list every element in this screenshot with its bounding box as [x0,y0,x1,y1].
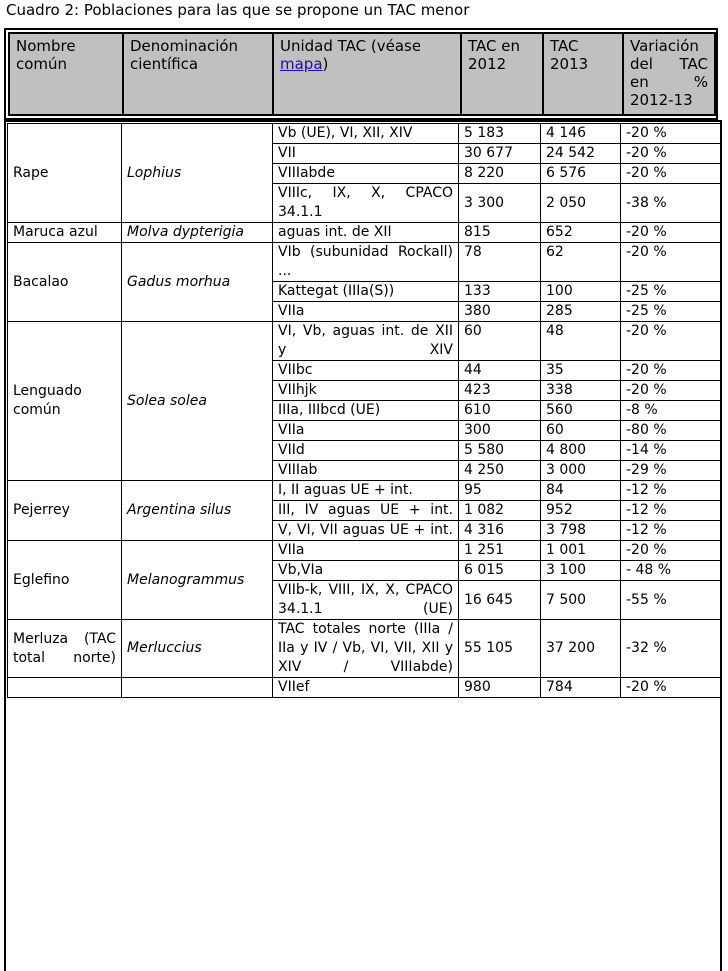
cell-scientific-name: Gadus morhua [122,243,273,322]
cell-tac-2012: 44 [459,361,541,381]
cell-tac-unit: VIIhjk [273,381,459,401]
cell-variation: -14 % [621,441,723,461]
cell-tac-2013: 6 576 [541,164,621,184]
cell-tac-unit: VII [273,144,459,164]
cell-tac-unit: Kattegat (IIIa(S)) [273,282,459,302]
cell-variation: -20 % [621,678,723,698]
cell-variation: -32 % [621,620,723,678]
cell-variation: -12 % [621,481,723,501]
cell-scientific-name [122,678,273,698]
cell-tac-unit: VIIb-k, VIII, IX, X, CPACO 34.1.1 (UE) [273,581,459,620]
cell-tac-2012: 1 082 [459,501,541,521]
table-row [8,322,723,361]
cell-tac-2012: 300 [459,421,541,441]
cell-tac-2013: 24 542 [541,144,621,164]
cell-tac-2012: 815 [459,223,541,243]
cell-variation: -20 % [621,243,723,282]
cell-tac-unit: VIIa [273,302,459,322]
cell-tac-2012: 60 [459,322,541,361]
table-body-frame [4,120,722,971]
cell-tac-unit: VIIa [273,421,459,441]
cell-common-name: Bacalao [8,243,122,322]
cell-tac-2012: 8 220 [459,164,541,184]
header-tac-unit-prefix: Unidad TAC (véase [280,37,422,55]
table-row [8,481,723,501]
table-header [8,32,716,116]
quota-table [7,123,722,698]
cell-tac-2013: 338 [541,381,621,401]
cell-variation: -20 % [621,361,723,381]
cell-tac-unit: VI, Vb, aguas int. de XII y XIV [273,322,459,361]
table-caption: Cuadro 2: Poblaciones para las que se propone un TAC menor [6,1,470,19]
cell-scientific-name: Solea solea [122,322,273,481]
table-row [8,223,723,243]
cell-tac-unit: VIIa [273,541,459,561]
cell-variation: -20 % [621,144,723,164]
cell-tac-unit: Vb,VIa [273,561,459,581]
header-variation: Variación del TAC en % 2012-13 [623,33,715,115]
cell-variation: -20 % [621,322,723,361]
cell-tac-2012: 95 [459,481,541,501]
header-tac-unit-suffix: ) [322,55,329,73]
cell-variation: -20 % [621,541,723,561]
cell-tac-2012: 4 316 [459,521,541,541]
cell-variation: -20 % [621,124,723,144]
cell-tac-unit: Vb (UE), VI, XII, XIV [273,124,459,144]
cell-tac-2013: 62 [541,243,621,282]
cell-variation: -25 % [621,282,723,302]
cell-variation: -12 % [621,501,723,521]
header-tac-unit [273,33,461,115]
cell-tac-unit: TAC totales norte (IIIa / IIa y IV / Vb, VI, VII, XII y XIV / VIIIabde) [273,620,459,678]
header-tac-2013: TAC 2013 [543,33,623,115]
cell-tac-2013: 35 [541,361,621,381]
cell-variation: -55 % [621,581,723,620]
map-link[interactable]: mapa [280,55,323,73]
cell-tac-2012: 133 [459,282,541,302]
cell-tac-2012: 55 105 [459,620,541,678]
cell-common-name: Merluza (TAC total norte) [8,620,122,678]
cell-tac-unit: VIb (subunidad Rockall) ... [273,243,459,282]
cell-tac-2012: 16 645 [459,581,541,620]
cell-tac-2013: 560 [541,401,621,421]
header-tac-2012: TAC en 2012 [461,33,543,115]
cell-tac-unit: aguas int. de XII [273,223,459,243]
table-row [8,124,723,144]
cell-scientific-name: Merluccius [122,620,273,678]
cell-tac-unit: I, II aguas UE + int. [273,481,459,501]
cell-tac-2012: 3 300 [459,184,541,223]
cell-common-name: Eglefino [8,541,122,620]
cell-tac-2012: 380 [459,302,541,322]
cell-tac-2012: 980 [459,678,541,698]
cell-variation: -38 % [621,184,723,223]
cell-tac-2013: 7 500 [541,581,621,620]
table-row [8,243,723,282]
cell-tac-2012: 30 677 [459,144,541,164]
cell-tac-2013: 285 [541,302,621,322]
cell-tac-2013: 3 798 [541,521,621,541]
cell-variation: -20 % [621,223,723,243]
cell-tac-2013: 37 200 [541,620,621,678]
cell-common-name: Pejerrey [8,481,122,541]
table-row [8,678,723,698]
cell-tac-2012: 5 580 [459,441,541,461]
cell-variation: -12 % [621,521,723,541]
cell-tac-2013: 100 [541,282,621,302]
cell-tac-2013: 48 [541,322,621,361]
cell-tac-2013: 652 [541,223,621,243]
table-header-frame [4,28,718,120]
cell-tac-2012: 5 183 [459,124,541,144]
cell-tac-2013: 784 [541,678,621,698]
cell-tac-unit: VIIIabde [273,164,459,184]
cell-variation: -25 % [621,302,723,322]
cell-common-name [8,678,122,698]
cell-variation: -29 % [621,461,723,481]
cell-tac-2013: 3 000 [541,461,621,481]
cell-common-name: Maruca azul [8,223,122,243]
cell-scientific-name: Melanogrammus [122,541,273,620]
cell-tac-2012: 610 [459,401,541,421]
cell-scientific-name: Argentina silus [122,481,273,541]
table-row [8,620,723,678]
cell-tac-2013: 1 001 [541,541,621,561]
cell-tac-2012: 423 [459,381,541,401]
cell-tac-unit: VIIef [273,678,459,698]
cell-tac-2013: 60 [541,421,621,441]
cell-variation: - 48 % [621,561,723,581]
cell-common-name: Lenguado común [8,322,122,481]
cell-tac-2013: 84 [541,481,621,501]
table-row [8,541,723,561]
cell-scientific-name: Molva dypterigia [122,223,273,243]
cell-tac-unit: III, IV aguas UE + int. [273,501,459,521]
quota-table-body [8,124,723,698]
cell-scientific-name: Lophius [122,124,273,223]
cell-tac-2012: 6 015 [459,561,541,581]
cell-variation: -80 % [621,421,723,441]
cell-tac-2013: 952 [541,501,621,521]
cell-tac-unit: V, VI, VII aguas UE + int. [273,521,459,541]
cell-variation: -20 % [621,381,723,401]
cell-tac-unit: VIId [273,441,459,461]
cell-tac-2013: 3 100 [541,561,621,581]
cell-tac-unit: VIIIab [273,461,459,481]
cell-common-name: Rape [8,124,122,223]
cell-tac-2012: 78 [459,243,541,282]
cell-tac-2013: 2 050 [541,184,621,223]
cell-variation: -8 % [621,401,723,421]
cell-tac-unit: VIIbc [273,361,459,381]
cell-tac-2012: 4 250 [459,461,541,481]
cell-tac-2013: 4 146 [541,124,621,144]
cell-variation: -20 % [621,164,723,184]
cell-tac-2013: 4 800 [541,441,621,461]
cell-tac-unit: VIIIc, IX, X, CPACO 34.1.1 [273,184,459,223]
header-row [9,33,715,115]
header-common-name: Nombre común [9,33,123,115]
cell-tac-unit: IIIa, IIIbcd (UE) [273,401,459,421]
cell-tac-2012: 1 251 [459,541,541,561]
header-scientific-name: Denominación científica [123,33,273,115]
